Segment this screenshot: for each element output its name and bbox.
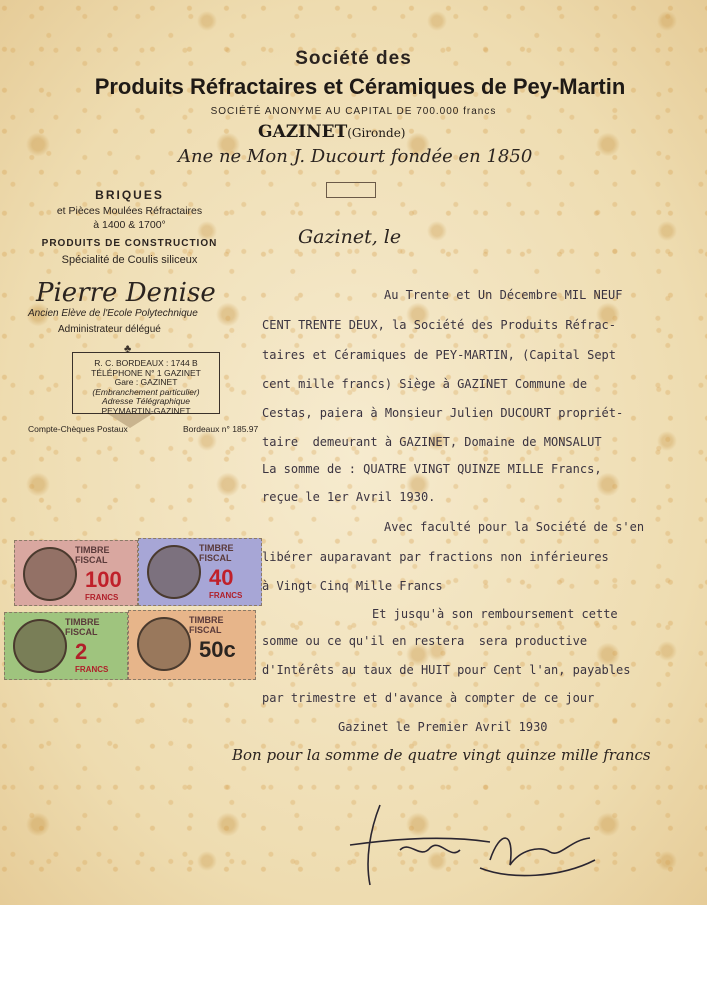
company-info-box <box>72 352 220 414</box>
letter-line: à Vingt Cinq Mille Francs <box>262 579 443 593</box>
portrait-medallion-icon <box>23 547 77 601</box>
letter-line: Avec faculté pour la Société de s'en <box>384 520 645 534</box>
letter-line: Cestas, paiera à Monsieur Julien DUCOURT propriét- <box>262 406 624 420</box>
stamp-title: TIMBRE FISCAL <box>75 545 110 565</box>
fiscal-stamp <box>128 610 256 680</box>
cheques-label: Compte-Chèques Postaux <box>28 424 128 434</box>
letter-line: Gazinet le Premier Avril 1930 <box>338 720 548 734</box>
letter-line: reçue le 1er Avril 1930. <box>262 490 436 504</box>
letter-line: Au Trente et Un Décembre MIL NEUF <box>384 288 623 302</box>
letter-line: La somme de : QUATRE VINGT QUINZE MILLE Francs, <box>262 462 602 476</box>
fiscal-stamp <box>138 538 262 606</box>
gare-line: Gare : GAZINET <box>114 377 178 387</box>
stamp-title: TIMBRE FISCAL <box>199 543 234 563</box>
company-capital: SOCIÉTÉ ANONYME AU CAPITAL DE 700.000 francs <box>210 106 497 117</box>
fiscal-stamp <box>14 540 138 606</box>
director-name: Pierre Denise <box>36 278 216 308</box>
fiscal-stamp <box>4 612 128 680</box>
club-icon: ♣ <box>124 343 132 355</box>
letter-line: libérer auparavant par fractions non inférieures <box>262 550 609 564</box>
stamp-unit: FRANCS <box>75 665 109 674</box>
tel-line: TÉLÉPHONE N° 1 GAZINET <box>91 367 201 378</box>
company-place <box>258 122 405 142</box>
letterhead-line1: Société des <box>295 48 412 69</box>
stamp-unit: FRANCS <box>209 591 243 600</box>
stamp-value: 2 <box>75 639 88 664</box>
founded-line: Ane ne Mon J. Ducourt fondée en 1850 <box>178 146 533 167</box>
briques-heading: BRIQUES <box>95 188 164 202</box>
pieces-line: et Pièces Moulées Réfractaires <box>56 205 203 217</box>
stamp-title: TIMBRE FISCAL <box>189 615 224 635</box>
adr-line: Adresse Télégraphique <box>102 396 190 406</box>
portrait-medallion-icon <box>13 619 67 673</box>
stamp-value: 40 <box>209 565 234 590</box>
produits-heading: PRODUITS DE CONSTRUCTION <box>41 238 218 249</box>
place-date-line: Gazinet, le <box>298 226 402 248</box>
stamp-value: 50c <box>199 637 236 662</box>
bon-pour-line: Bon pour la somme de quatre vingt quinze mille francs <box>232 746 651 764</box>
company-name: Produits Réfractaires et Céramiques de Pey-Martin <box>94 74 626 99</box>
place-region: (Gironde) <box>347 126 406 140</box>
portrait-medallion-icon <box>147 545 201 599</box>
stamp-value: 100 <box>85 567 122 592</box>
cheques-number: Bordeaux n° 185.97 <box>183 424 259 434</box>
letter-line: cent mille francs) Siège à GAZINET Commune de <box>262 377 588 391</box>
embr-line: (Embranchement particulier) <box>92 386 200 397</box>
signature <box>340 790 610 900</box>
telegraph-line: PEYMARTIN-GAZINET <box>101 405 191 416</box>
decorative-ornament <box>326 182 376 198</box>
stamp-unit: FRANCS <box>85 593 119 602</box>
letter-line: par trimestre et d'avance à compter de ce jour <box>262 691 595 705</box>
pieces-text <box>32 204 227 232</box>
letter-line: somme ou ce qu'il en restera sera productive <box>262 634 588 648</box>
specialite-text: Spécialité de Coulis siliceux <box>61 254 198 266</box>
rc-line: R. C. BORDEAUX : 1744 B <box>94 358 198 368</box>
temp-line: à 1400 & 1700° <box>93 219 166 231</box>
portrait-medallion-icon <box>137 617 191 671</box>
letter-line: taires et Céramiques de PEY-MARTIN, (Capital Sept <box>262 348 617 362</box>
place-name: GAZINET <box>258 122 348 142</box>
director-role: Administrateur délégué <box>58 324 161 335</box>
stamp-title: TIMBRE FISCAL <box>65 617 100 637</box>
director-title: Ancien Elève de l'Ecole Polytechnique <box>28 308 198 319</box>
letter-line: Et jusqu'à son remboursement cette <box>372 607 618 621</box>
letter-line: d'Intérêts au taux de HUIT pour Cent l'an, payables <box>262 663 631 677</box>
letter-line: CENT TRENTE DEUX, la Société des Produits Réfrac- <box>262 318 617 332</box>
letter-line: taire demeurant à GAZINET, Domaine de MONSALUT <box>262 435 602 449</box>
